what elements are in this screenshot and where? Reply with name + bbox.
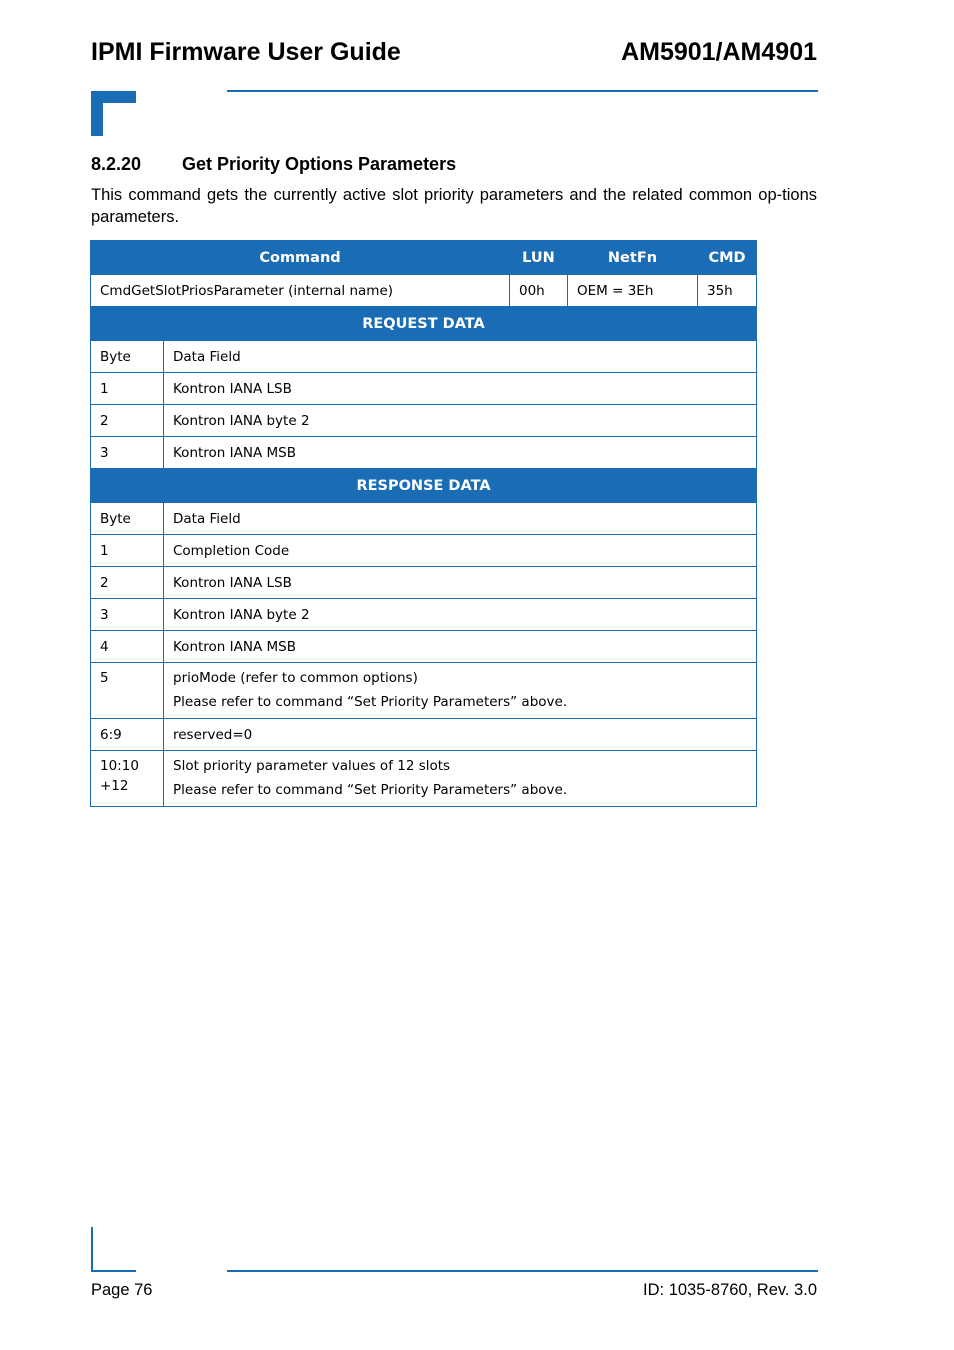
byte-cell: 3 <box>91 437 164 469</box>
data-field-cell <box>164 751 757 807</box>
data-field-cell: Kontron IANA LSB <box>164 567 757 599</box>
lun-cell: 00h <box>510 275 568 307</box>
data-field-line: Please refer to command “Set Priority Parameters” above. <box>173 694 568 710</box>
data-field-cell: Kontron IANA byte 2 <box>164 405 757 437</box>
table-row <box>91 535 757 567</box>
response-data-band <box>91 469 757 503</box>
column-header-cmd: CMD <box>698 241 757 275</box>
data-field-cell: Kontron IANA MSB <box>164 631 757 663</box>
request-data-band <box>91 307 757 341</box>
footer-rule <box>227 1270 818 1272</box>
data-field-line: Slot priority parameter values of 12 slots <box>173 758 451 774</box>
table-header-row <box>91 241 757 275</box>
byte-cell: 6:9 <box>91 719 164 751</box>
byte-line: 10:10 <box>100 758 139 774</box>
table-row <box>91 599 757 631</box>
table-row <box>91 631 757 663</box>
byte-line: +12 <box>100 778 129 794</box>
data-field-cell <box>164 663 757 719</box>
data-field-line: Please refer to command “Set Priority Parameters” above. <box>173 782 568 798</box>
netfn-cell: OEM = 3Eh <box>568 275 698 307</box>
data-field-header-cell: Data Field <box>164 503 757 535</box>
section-number: 8.2.20 <box>91 154 142 174</box>
byte-cell: 2 <box>91 405 164 437</box>
corner-mark-top-vertical <box>91 91 103 136</box>
table-row <box>91 663 757 719</box>
command-table <box>90 240 757 807</box>
byte-cell: 3 <box>91 599 164 631</box>
command-name-cell: CmdGetSlotPriosParameter (internal name) <box>91 275 510 307</box>
section-heading <box>91 154 456 175</box>
cmd-cell: 35h <box>698 275 757 307</box>
data-field-cell: Kontron IANA LSB <box>164 373 757 405</box>
byte-header-cell: Byte <box>91 503 164 535</box>
request-data-label: REQUEST DATA <box>91 307 757 341</box>
data-field-cell: reserved=0 <box>164 719 757 751</box>
byte-cell: 4 <box>91 631 164 663</box>
data-field-line: prioMode (refer to common options) <box>173 670 418 686</box>
table-row <box>91 719 757 751</box>
section-title: Get Priority Options Parameters <box>182 154 457 174</box>
data-field-cell: Completion Code <box>164 535 757 567</box>
byte-cell <box>91 751 164 807</box>
table-row <box>91 405 757 437</box>
intro-paragraph: This command gets the currently active slot priority parameters and the related common op-tions parameters. <box>91 186 817 226</box>
table-row <box>91 437 757 469</box>
document-id: ID: 1035-8760, Rev. 3.0 <box>643 1281 817 1299</box>
byte-header-cell: Byte <box>91 341 164 373</box>
column-header-command: Command <box>91 241 510 275</box>
document-title: IPMI Firmware User Guide <box>91 38 401 66</box>
table-row <box>91 373 757 405</box>
data-field-cell: Kontron IANA byte 2 <box>164 599 757 631</box>
response-data-label: RESPONSE DATA <box>91 469 757 503</box>
corner-mark-bottom-vertical <box>91 1227 93 1272</box>
page-number: Page 76 <box>91 1281 153 1299</box>
header-rule <box>227 90 818 92</box>
column-header-netfn: NetFn <box>568 241 698 275</box>
corner-mark-bottom-horizontal <box>91 1270 136 1272</box>
table-row <box>91 751 757 807</box>
byte-cell: 1 <box>91 373 164 405</box>
byte-cell: 1 <box>91 535 164 567</box>
product-name: AM5901/AM4901 <box>621 38 817 66</box>
data-field-cell: Kontron IANA MSB <box>164 437 757 469</box>
table-row <box>91 567 757 599</box>
response-subheader-row <box>91 503 757 535</box>
command-row <box>91 275 757 307</box>
request-subheader-row <box>91 341 757 373</box>
byte-cell: 2 <box>91 567 164 599</box>
column-header-lun: LUN <box>510 241 568 275</box>
byte-cell: 5 <box>91 663 164 719</box>
data-field-header-cell: Data Field <box>164 341 757 373</box>
